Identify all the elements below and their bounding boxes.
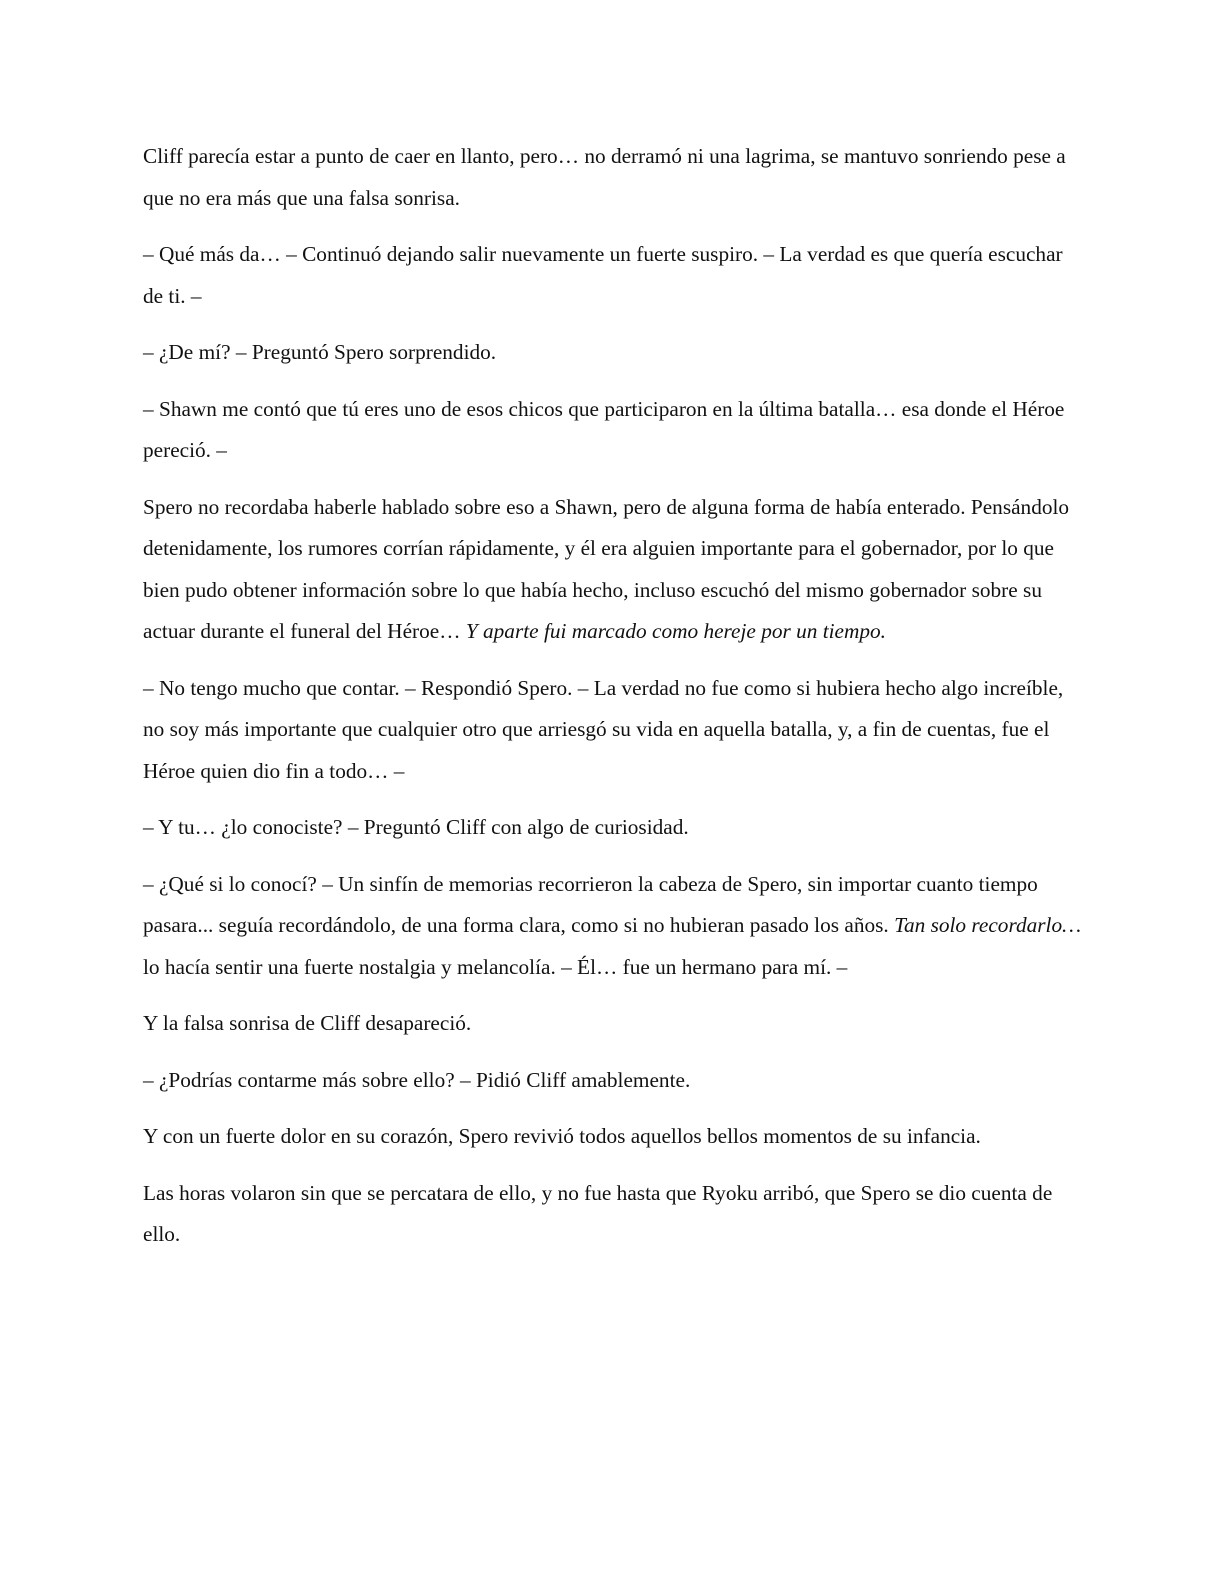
text-segment: – ¿Qué si lo conocí? – Un sinfín de memorias recorrieron la cabeza de Spero, sin importar cuanto tiempo pasara... seguía recordándolo, de una forma clara, como si no hubieran pasado los años.: [143, 871, 1038, 937]
text-segment: – ¿Podrías contarme más sobre ello? – Pidió Cliff amablemente.: [143, 1067, 691, 1092]
text-segment: – ¿De mí? – Preguntó Spero sorprendido.: [143, 340, 497, 364]
paragraph: [143, 389, 1083, 472]
italic-text-segment: Tan solo recordarlo…: [894, 913, 1082, 937]
paragraph: [143, 1003, 1083, 1045]
text-segment: Cliff parecía estar a punto de caer en llanto, pero… no derramó ni una lagrima, se mantuvo sonriendo pese a que no era más que una falsa sonrisa.: [143, 144, 1066, 210]
text-segment: Las horas volaron sin que se percatara de ello, y no fue hasta que Ryoku arribó, que Spero se dio cuenta de ello.: [143, 1180, 1053, 1246]
paragraph: [143, 1060, 1083, 1102]
paragraph: [143, 1116, 1083, 1158]
paragraph: [143, 234, 1083, 317]
paragraph: [143, 136, 1083, 219]
paragraph: [143, 668, 1083, 793]
paragraph: [143, 864, 1083, 989]
body-text: [143, 136, 1083, 1271]
paragraph: [143, 807, 1083, 849]
text-segment: Spero no recordaba haberle hablado sobre eso a Shawn, pero de alguna forma de había enterado. Pensándolo detenidamente, los rumores corrían rápidamente, y él era alguien importante para el gobernador, por lo que bien pudo obtener información sobre lo que había hecho, incluso escuchó del mismo gobernador sobre su actuar durante el funeral del Héroe…: [143, 494, 1070, 643]
paragraph: [143, 332, 1083, 374]
text-segment: lo hacía sentir una fuerte nostalgia y melancolía. – Él… fue un hermano para mí. –: [143, 954, 848, 979]
text-segment: – Qué más da… – Continuó dejando salir nuevamente un fuerte suspiro. – La verdad es que quería escuchar de ti. –: [143, 242, 1063, 308]
paragraph: [143, 1173, 1083, 1256]
italic-text-segment: Y aparte fui marcado como hereje por un tiempo.: [465, 619, 887, 643]
text-segment: – Y tu… ¿lo conociste? – Preguntó Cliff con algo de curiosidad.: [143, 815, 689, 839]
text-segment: Y la falsa sonrisa de Cliff desapareció.: [143, 1011, 472, 1035]
text-segment: – No tengo mucho que contar. – Respondió Spero. – La verdad no fue como si hubiera hecho algo increíble, no soy más importante que cualquier otro que arriesgó su vida en aquella batalla, y, a fin de cuentas, fue el Héroe quien dio fin a todo… –: [143, 675, 1064, 783]
text-segment: – Shawn me contó que tú eres uno de esos chicos que participaron en la última batalla… esa donde el Héroe pereció. –: [143, 396, 1065, 462]
paragraph: [143, 487, 1083, 653]
text-segment: Y con un fuerte dolor en su corazón, Spero revivió todos aquellos bellos momentos de su infancia.: [143, 1124, 981, 1148]
